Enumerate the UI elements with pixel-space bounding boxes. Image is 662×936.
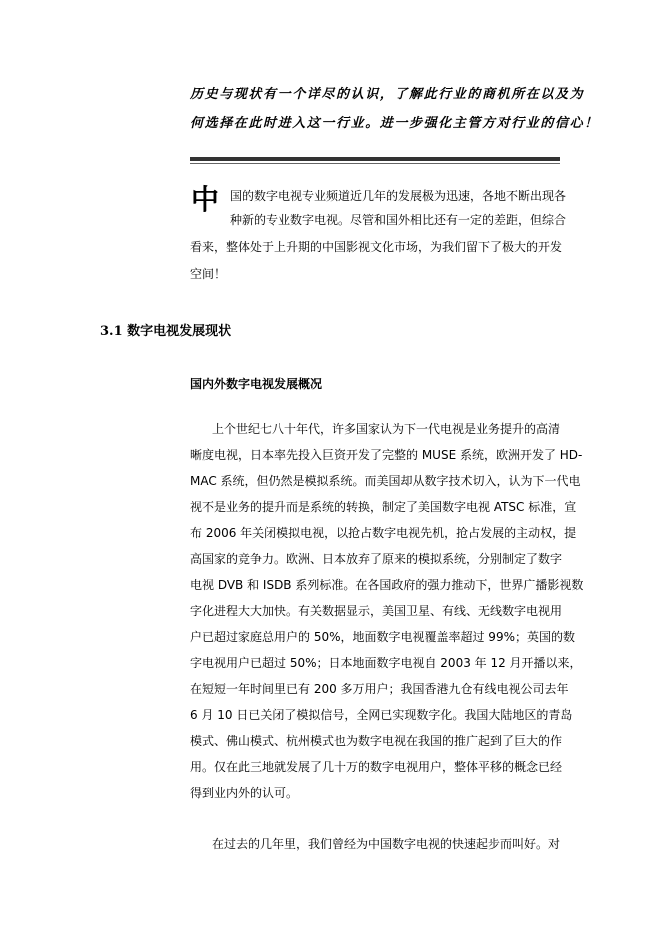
paragraph-1-line-8: 字化进程大大加快。有关数据显示，美国卫星、有线、无线数字电视用 [190, 604, 563, 618]
lead-line-3: 看来，整体处于上升期的中国影视文化市场，为我们留下了极大的开发 [190, 240, 563, 254]
paragraph-2-line-1: 在过去的几年里，我们曾经为中国数字电视的快速起步而叫好。对 [212, 837, 561, 851]
paragraph-1-line-7: 电视 DVB 和 ISDB 系列标准。在各国政府的强力推动下，世界广播影视数 [190, 578, 584, 592]
paragraph-1-line-11: 在短短一年时间里已有 200 多万用户；我国香港九仓有线电视公司去年 [190, 682, 569, 696]
paragraph-1-line-10: 字电视用户已超过 50%；日本地面数字电视自 2003 年 12 月开播以来， [190, 656, 582, 670]
intro-line-1: 历史与现状有一个详尽的认识，了解此行业的商机所在以及为 [190, 87, 585, 102]
paragraph-1-line-13: 模式、佛山模式、杭州模式也为数字电视在我国的推广起到了巨大的作 [190, 734, 563, 748]
section-heading: 3.1 数字电视发展现状 [100, 324, 232, 339]
lead-line-4: 空间！ [190, 267, 227, 281]
paragraph-1-line-4: 视不是业务的提升而是系统的转换，制定了美国数字电视 ATSC 标准，宣 [190, 500, 577, 514]
paragraph-1-line-15: 得到业内外的认可。 [190, 786, 299, 800]
paragraph-1-line-6: 高国家的竞争力。欧洲、日本放弃了原来的模拟系统，分别制定了数字 [190, 552, 563, 566]
paragraph-1-line-14: 用。仅在此三地就发展了几十万的数字电视用户，整体平移的概念已经 [190, 760, 563, 774]
paragraph-1-line-1: 上个世纪七八十年代，许多国家认为下一代电视是业务提升的高清 [212, 422, 561, 436]
paragraph-1-line-9: 户已超过家庭总用户的 50%，地面数字电视覆盖率超过 99%；英国的数 [190, 630, 575, 644]
paragraph-1-line-3: MAC 系统，但仍然是模拟系统。而美国却从数字技术切入，认为下一代电 [190, 474, 581, 488]
divider-thick [190, 157, 560, 161]
paragraph-1-line-5: 布 2006 年关闭模拟电视，以抢占数字电视先机，抢占发展的主动权，提 [190, 526, 577, 540]
intro-line-2: 何选择在此时进入这一行业。进一步强化主管方对行业的信心！ [190, 116, 599, 131]
divider-thin [190, 163, 560, 164]
lead-line-2: 种新的专业数字电视。尽管和国外相比还有一定的差距，但综合 [230, 213, 567, 227]
sub-heading: 国内外数字电视发展概况 [190, 377, 323, 391]
paragraph-1-line-12: 6 月 10 日已关闭了模拟信号，全网已实现数字化。我国大陆地区的青岛 [190, 708, 573, 722]
lead-line-1: 国的数字电视专业频道近几年的发展极为迅速，各地不断出现各 [230, 189, 567, 203]
drop-cap: 中 [191, 183, 220, 216]
paragraph-1-line-2: 晰度电视，日本率先投入巨资开发了完整的 MUSE 系统，欧洲开发了 HD- [190, 448, 583, 462]
